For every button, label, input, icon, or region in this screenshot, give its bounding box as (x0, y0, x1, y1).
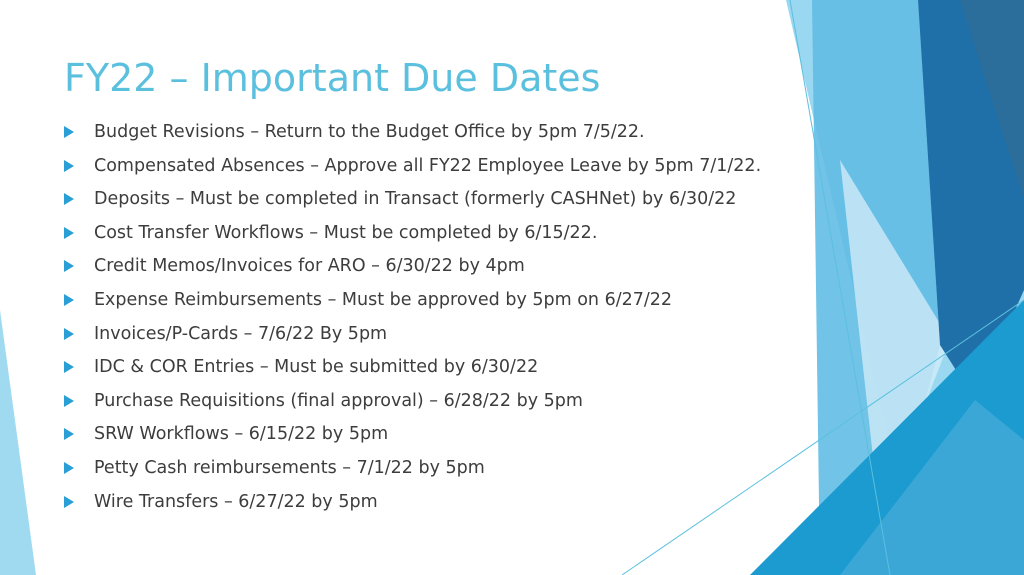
list-item-text: Budget Revisions – Return to the Budget Office by 5pm 7/5/22. (94, 122, 645, 142)
list-item (64, 452, 804, 486)
list-item-text: Credit Memos/Invoices for ARO – 6/30/22 by 4pm (94, 256, 525, 277)
left-edge-accent-shape (0, 310, 36, 575)
triangle-right-icon (64, 496, 74, 508)
triangle-right-icon (64, 227, 74, 239)
list-item-text: SRW Workflows – 6/15/22 by 5pm (94, 424, 389, 445)
triangle-right-icon (64, 260, 74, 272)
list-item (64, 284, 804, 318)
list-item-text: Wire Transfers – 6/27/22 by 5pm (94, 491, 378, 512)
list-item-text: Invoices/P-Cards – 7/6/22 By 5pm (94, 323, 388, 344)
list-item (64, 385, 804, 419)
triangle-right-icon (64, 462, 74, 474)
list-item (64, 318, 804, 352)
list-item-text: IDC & COR Entries – Must be submitted by 6/30/22 (94, 357, 539, 378)
list-item (64, 116, 804, 150)
list-item (64, 217, 804, 251)
triangle-right-icon (64, 193, 74, 205)
triangle-right-icon (64, 428, 74, 440)
slide-title: FY22 – Important Due Dates (64, 56, 601, 100)
list-item (64, 150, 804, 184)
triangle-right-icon (64, 361, 74, 373)
triangle-right-icon (64, 328, 74, 340)
triangle-right-icon (64, 126, 74, 138)
list-item-text: Compensated Absences – Approve all FY22 Employee Leave by 5pm 7/1/22. (94, 155, 762, 176)
triangle-right-icon (64, 395, 74, 407)
triangle-right-icon (64, 160, 74, 172)
list-item-text: Deposits – Must be completed in Transact (formerly CASHNet) by 6/30/22 (94, 189, 737, 210)
list-item-text: Purchase Requisitions (final approval) – 6/28/22 by 5pm (94, 390, 583, 411)
list-item (64, 351, 804, 385)
list-item-text: Petty Cash reimbursements – 7/1/22 by 5pm (94, 457, 485, 478)
list-item (64, 418, 804, 452)
list-item (64, 250, 804, 284)
list-item-text: Expense Reimbursements – Must be approved by 5pm on 6/27/22 (94, 289, 673, 310)
list-item (64, 486, 804, 520)
triangle-right-icon (64, 294, 74, 306)
list-item (64, 183, 804, 217)
due-dates-list (64, 116, 804, 519)
list-item-text: Cost Transfer Workflows – Must be completed by 6/15/22. (94, 222, 598, 243)
